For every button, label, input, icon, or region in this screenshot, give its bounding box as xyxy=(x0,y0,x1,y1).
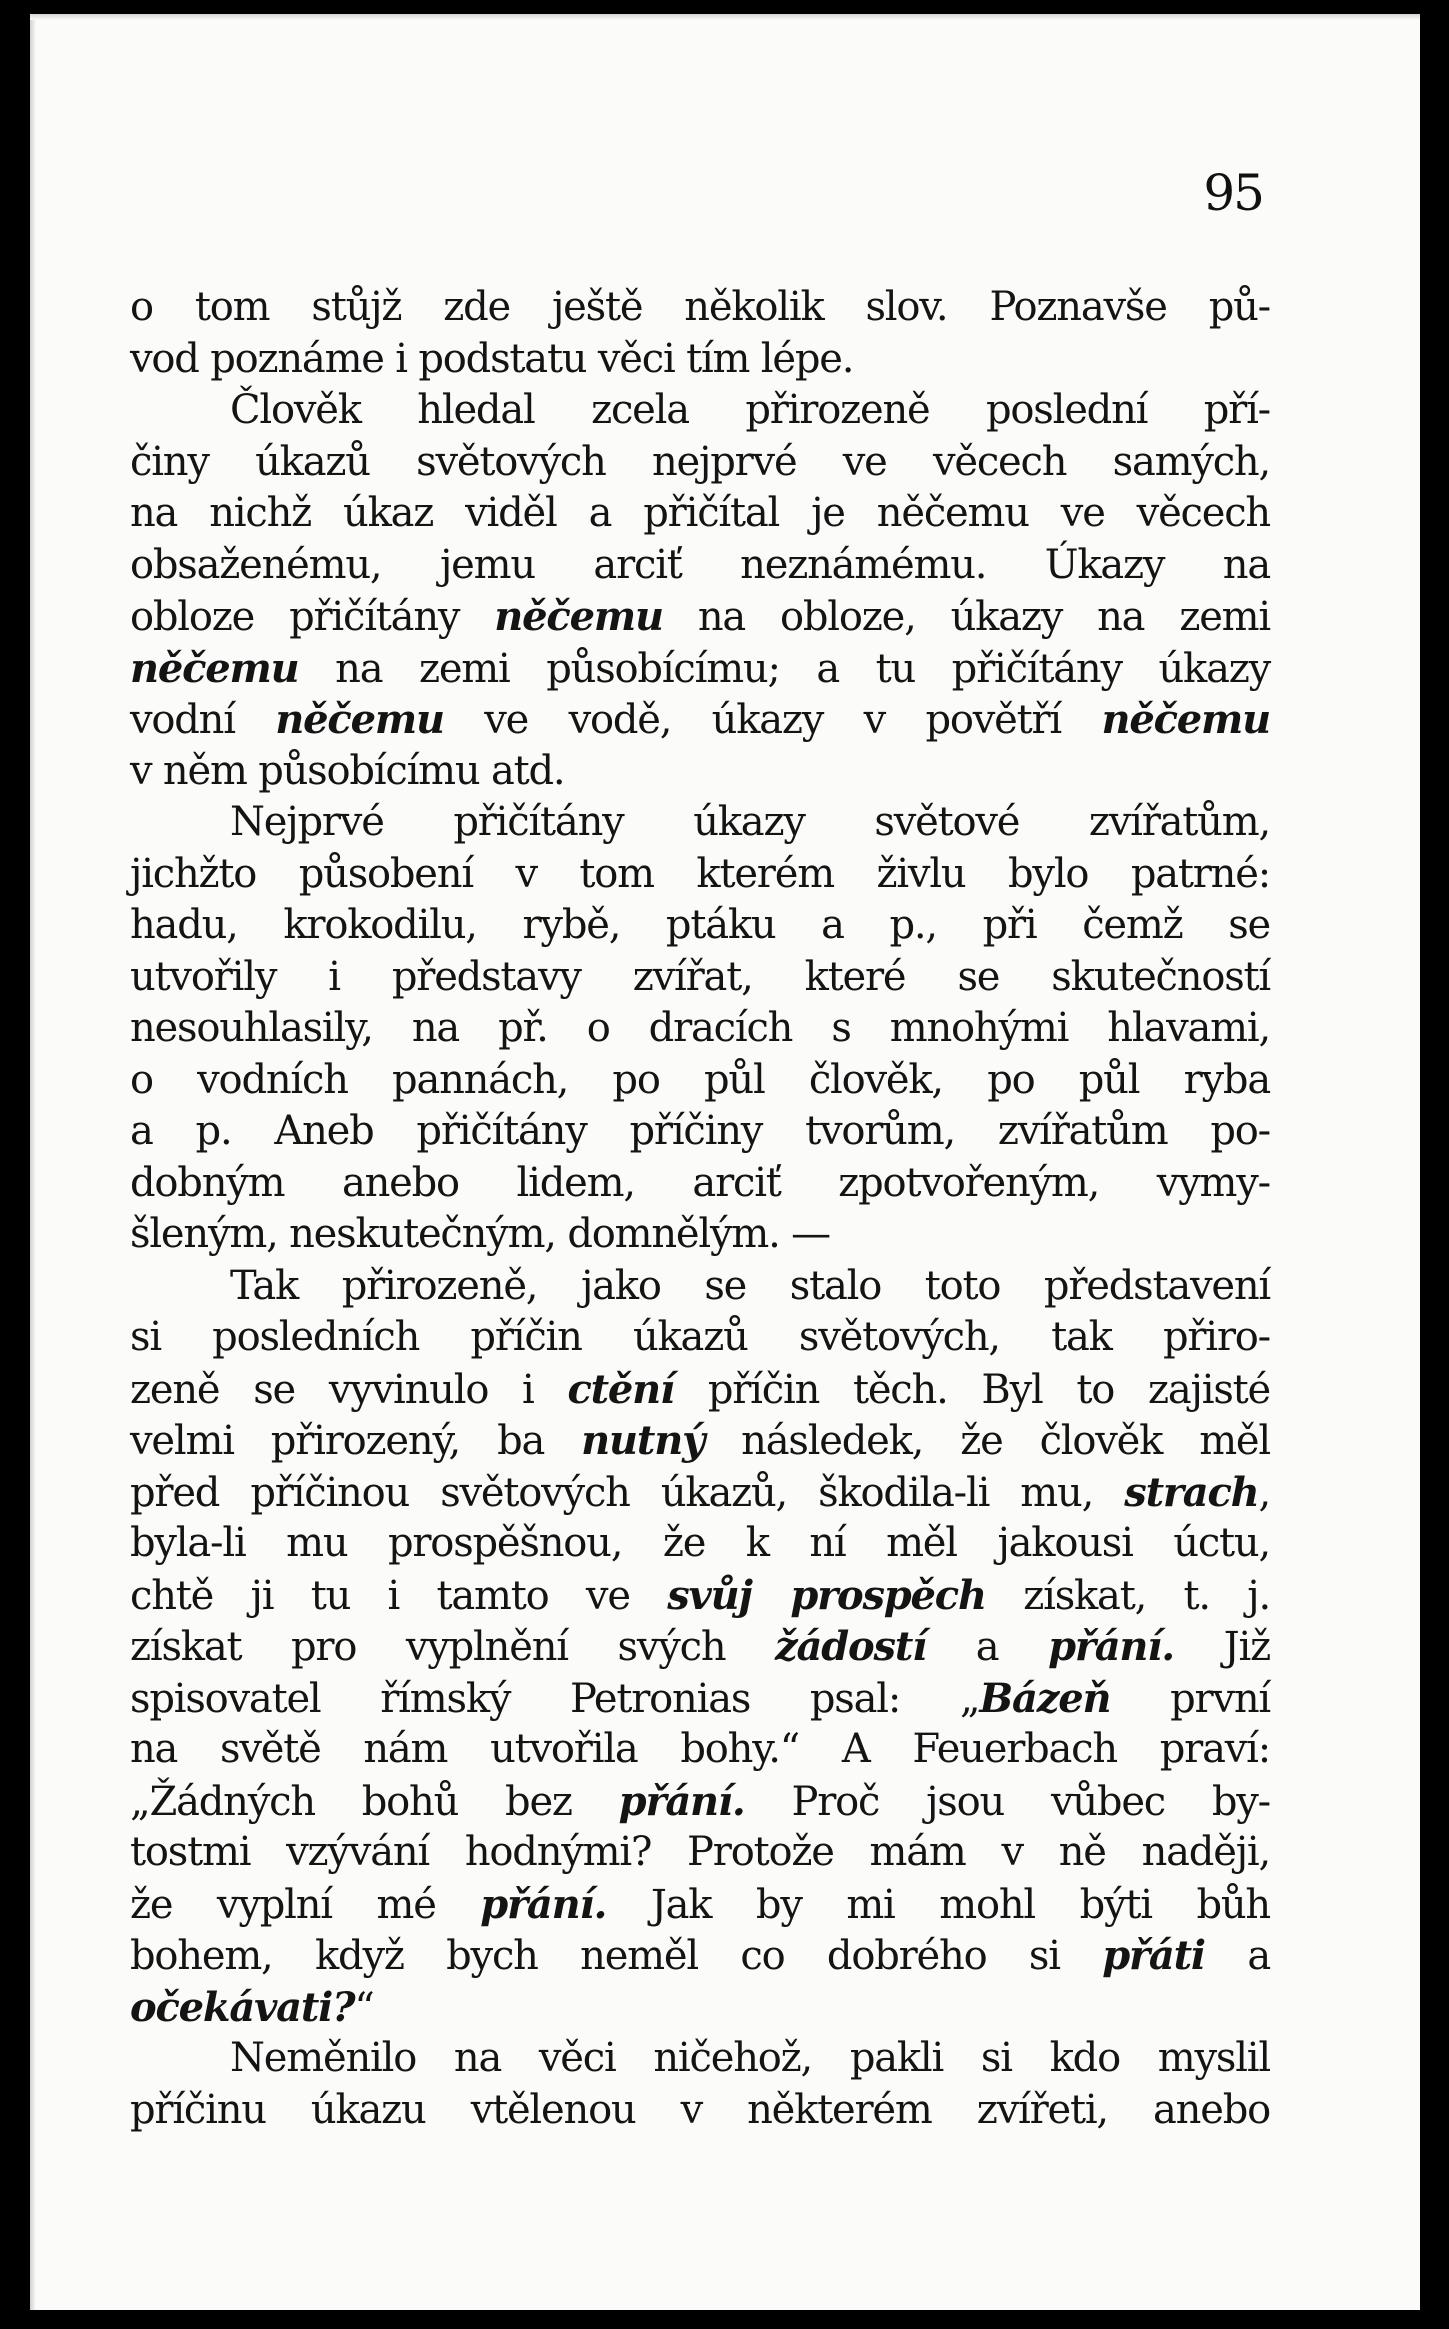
text-segment: zeně se vyvinulo i xyxy=(130,1366,568,1413)
text-segment: a xyxy=(926,1624,1049,1670)
emphasized-text: očekávati? xyxy=(130,1983,355,2031)
text-segment: Nejprvé přičítány úkazy světové zvířatům, xyxy=(230,799,1270,845)
text-segment: o vodních pannách, po půl člověk, po půl ryba xyxy=(130,1056,1270,1103)
text-segment: vodní xyxy=(130,697,276,743)
text-line xyxy=(130,1106,1270,1158)
text-line xyxy=(130,437,1270,489)
text-segment: bohem, když bych neměl co dobrého si xyxy=(130,1933,1103,1979)
text-segment: příčinu úkazu vtělenou v některém zvířeti, anebo xyxy=(130,2086,1270,2133)
text-segment: nesouhlasily, na př. o dracích s mnohými hlavami, xyxy=(130,1005,1270,1051)
text-line xyxy=(130,643,1270,695)
text-segment: a p. Aneb přičítány příčiny tvorům, zvířatům po- xyxy=(130,1108,1270,1154)
text-segment: si posledních příčin úkazů světových, tak přiro- xyxy=(130,1314,1270,1360)
emphasized-text: přání. xyxy=(618,1777,745,1825)
text-segment: na světě nám utvořila bohy.“ A Feuerbach praví: xyxy=(130,1726,1270,1772)
text-segment: na zemi působícímu; a tu přičítány úkazy xyxy=(298,645,1270,692)
text-line xyxy=(130,952,1270,1004)
text-line xyxy=(130,540,1270,592)
text-segment: velmi přirozený, ba xyxy=(130,1418,582,1464)
text-line xyxy=(130,1621,1270,1673)
page-edge-top xyxy=(30,14,1420,20)
text-line xyxy=(130,385,1270,437)
text-line xyxy=(130,1364,1270,1416)
text-line xyxy=(130,746,1270,798)
text-line xyxy=(130,1055,1270,1107)
emphasized-text: něčemu xyxy=(130,644,299,692)
text-line xyxy=(130,1209,1270,1261)
text-segment: „Žádných bohů bez xyxy=(130,1778,619,1825)
text-line xyxy=(130,282,1270,334)
text-line xyxy=(130,591,1270,643)
text-line xyxy=(130,1827,1270,1879)
text-line xyxy=(130,1518,1270,1570)
text-segment: obloze přičítány xyxy=(130,594,495,640)
text-line xyxy=(130,1261,1270,1313)
emphasized-text: něčemu xyxy=(275,696,444,743)
emphasized-text: Bázeň xyxy=(979,1674,1111,1722)
text-segment: dobným anebo lidem, arciť zpotvořeným, vymy- xyxy=(130,1159,1270,1206)
text-segment: získat pro vyplnění svých xyxy=(130,1624,776,1670)
emphasized-text: ctění xyxy=(567,1365,675,1413)
emphasized-text: žádostí xyxy=(775,1623,927,1670)
text-line xyxy=(130,900,1270,952)
text-segment: , xyxy=(1258,1469,1270,1516)
emphasized-text: svůj prospěch xyxy=(667,1571,986,1619)
page-number: 95 xyxy=(1203,164,1263,222)
text-line xyxy=(130,2085,1270,2137)
text-segment: ve vodě, úkazy v povětří xyxy=(443,697,1102,743)
text-line xyxy=(130,694,1270,746)
text-segment: vod poznáme i podstatu věci tím lépe. xyxy=(130,335,854,382)
text-segment: o tom stůjž zde ještě několik slov. Poznavše pů- xyxy=(130,284,1270,330)
text-segment: a xyxy=(1204,1933,1270,1979)
text-line xyxy=(130,1776,1270,1828)
text-line xyxy=(130,1879,1270,1931)
emphasized-text: přáti xyxy=(1102,1932,1205,1979)
text-segment: na obloze, úkazy na zemi xyxy=(662,594,1270,640)
text-line xyxy=(130,1467,1270,1519)
text-line xyxy=(130,1724,1270,1776)
text-line xyxy=(130,1003,1270,1055)
text-segment: činy úkazů světových nejprvé ve věcech samých, xyxy=(130,438,1270,485)
text-segment: “ xyxy=(354,1984,374,2031)
text-segment: utvořily i představy zvířat, které se skutečností xyxy=(130,953,1270,1000)
text-segment: před příčinou světových úkazů, škodila-li mu, xyxy=(130,1469,1125,1516)
text-line xyxy=(130,849,1270,901)
body-text xyxy=(130,282,1270,2136)
emphasized-text: něčemu xyxy=(1101,696,1270,743)
text-segment: byla-li mu prospěšnou, že k ní měl jakousi úctu, xyxy=(130,1520,1270,1566)
text-segment: v něm působícímu atd. xyxy=(130,747,565,794)
text-segment: jichžto působení v tom kterém živlu bylo patrné: xyxy=(130,850,1270,897)
text-segment: spisovatel římský Petronias psal: „ xyxy=(130,1675,980,1722)
text-line xyxy=(130,1312,1270,1364)
text-segment: šleným, neskutečným, domnělým. — xyxy=(130,1211,830,1257)
text-segment: Neměnilo na věci ničehož, pakli si kdo myslil xyxy=(230,2035,1270,2081)
text-segment: Již xyxy=(1174,1624,1270,1670)
text-line xyxy=(130,2033,1270,2085)
text-segment: Tak přirozeně, jako se stalo toto představení xyxy=(230,1262,1270,1309)
text-line xyxy=(130,488,1270,540)
text-segment: chtě ji tu i tamto ve xyxy=(130,1572,668,1619)
page-edge-left xyxy=(30,14,36,2310)
emphasized-text: něčemu xyxy=(494,593,663,640)
emphasized-text: přání. xyxy=(480,1880,607,1928)
text-line xyxy=(130,1982,1270,2034)
text-segment: Jak by mi mohl býti bůh xyxy=(606,1881,1270,1928)
text-segment: Člověk hledal zcela přirozeně poslední pří- xyxy=(230,387,1270,433)
text-segment: obsaženému, jemu arciť neznámému. Úkazy na xyxy=(130,541,1270,588)
emphasized-text: strach xyxy=(1124,1468,1259,1516)
text-segment: na nichž úkaz viděl a přičítal je něčemu ve věcech xyxy=(130,490,1270,536)
text-line xyxy=(130,334,1270,386)
emphasized-text: nutný xyxy=(581,1417,705,1464)
text-segment: tostmi vzývání hodnými? Protože mám v ně naději, xyxy=(130,1829,1270,1875)
text-segment: získat, t. j. xyxy=(985,1572,1270,1619)
emphasized-text: přání. xyxy=(1048,1623,1175,1670)
text-line xyxy=(130,1158,1270,1210)
text-segment: hadu, krokodilu, rybě, ptáku a p., při čemž se xyxy=(130,902,1270,948)
text-segment: že vyplní mé xyxy=(130,1881,481,1928)
text-line xyxy=(130,1415,1270,1467)
text-segment: Proč jsou vůbec by- xyxy=(744,1778,1270,1825)
text-segment: následek, že člověk měl xyxy=(704,1418,1270,1464)
text-line xyxy=(130,797,1270,849)
text-segment: příčin těch. Byl to zajisté xyxy=(674,1366,1270,1413)
text-line xyxy=(130,1570,1270,1622)
book-page xyxy=(30,14,1420,2310)
text-line xyxy=(130,1673,1270,1725)
text-line xyxy=(130,1930,1270,1982)
text-segment: první xyxy=(1110,1675,1270,1722)
